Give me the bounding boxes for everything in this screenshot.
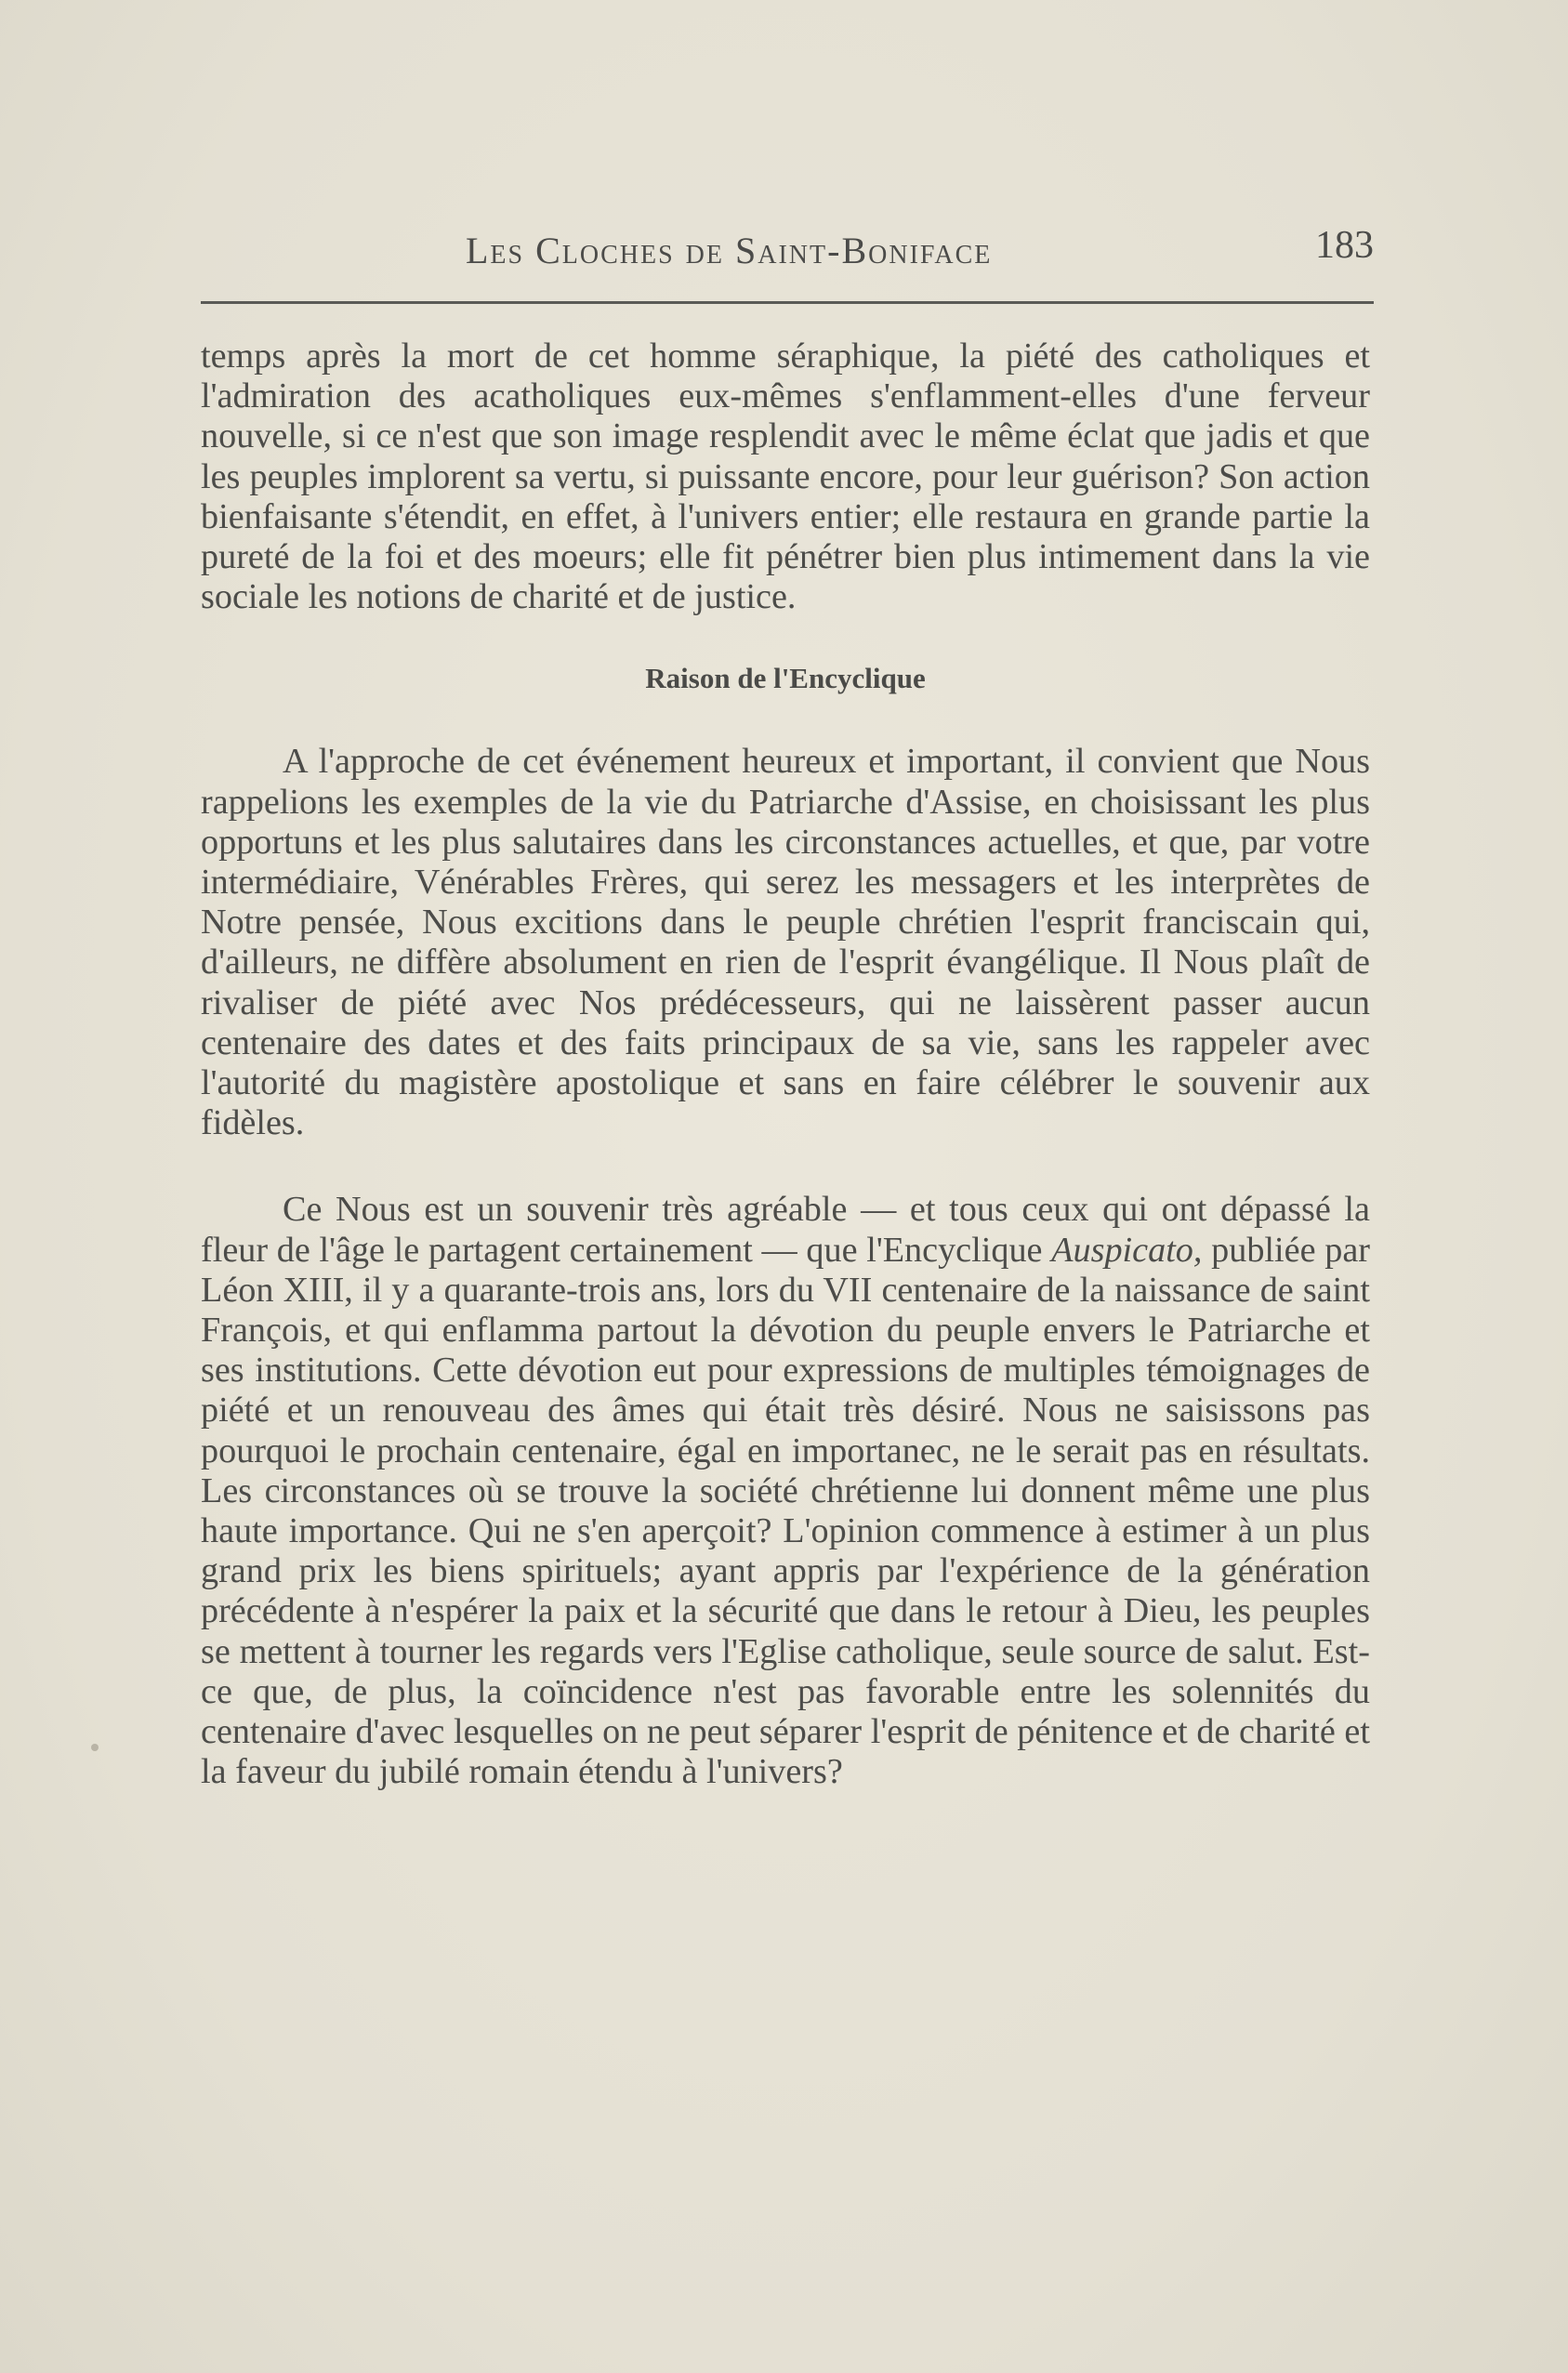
paragraph-3-part-1: Ce Nous est un souvenir très agréable — et tous ceux qui ont dépassé la fleur de l'âge le partagent certainement — que l'Encyclique [201,1190,1370,1270]
paragraph-2: A l'approche de cet événement heureux et important, il convient que Nous rappelions les exemples de la vie du Patriarche d'Assise, en choisissant les plus opportuns et les plus salutaires dans les circonstances actuelles, et que, par votre intermédiaire, Vénérables Frères, qui serez les messagers et les interprètes de Notre pensée, Nous excitions dans le peuple chrétien l'esprit franciscain qui, d'ailleurs, ne diffère absolument en rien de l'esprit évangélique. Il Nous plaît de rivaliser de piété avec Nos prédécesseurs, qui ne laissèrent passer aucun centenaire des dates et des faits principaux de sa vie, sans les rappeler avec l'autorité du magistère apostolique et sans en faire célébrer le souvenir aux fidèles. [201,742,1370,1143]
paragraph-1: temps après la mort de cet homme séraphique, la piété des catholiques et l'admiration des acatholiques eux-mêmes s'enflamment-elles d'une ferveur nouvelle, si ce n'est que son image resplendit avec le même éclat que jadis et que les peuples implorent sa vertu, si puissante encore, pour leur guérison? Son action bienfaisante s'étendit, en effet, à l'univers entier; elle restaura en grande partie la pureté de la foi et des moeurs; elle fit pénétrer bien plus intimement dans la vie sociale les notions de charité et de justice. [201,336,1370,617]
paragraph-3-part-2: publiée par Léon XIII, il y a quarante-trois ans, lors du VII centenaire de la naissance de saint François, et qui enflamma partout la dévotion du peuple envers le Patriarche et ses institutions. Cette dévotion eut pour expressions de multiples témoignages de piété et un renouveau des âmes qui était très désiré. Nous ne saisissons pas pourquoi le prochain centenaire, égal en importanec, ne le serait pas en résultats. Les circonstances où se trouve la société chrétienne lui donnent même une plus haute importance. Qui ne s'en aperçoit? L'opinion commence à estimer à un plus grand prix les biens spirituels; ayant appris par l'expérience de la génération précédente à n'espérer la paix et la sécurité que dans le retour à Dieu, les peuples se mettent à tourner les regards vers l'Eglise catholique, seule source de salut. Est-ce que, de plus, la coïncidence n'est pas favorable entre les solennités du centenaire d'avec lesquelles on ne peut séparer l'esprit de pénitence et de charité et la faveur du jubilé romain étendu à l'univers? [201,1230,1370,1792]
running-title: Les Cloches de Saint-Boniface [466,230,993,271]
page-number: 183 [1315,224,1374,267]
section-heading: Raison de l'Encyclique [645,662,926,695]
paragraph-3 [201,1190,1370,1792]
body-text [201,336,1370,1793]
encyclical-title: Auspicato, [1051,1230,1203,1270]
header-rule [201,301,1374,304]
paper-speck [91,1744,99,1751]
running-header [201,223,1374,279]
